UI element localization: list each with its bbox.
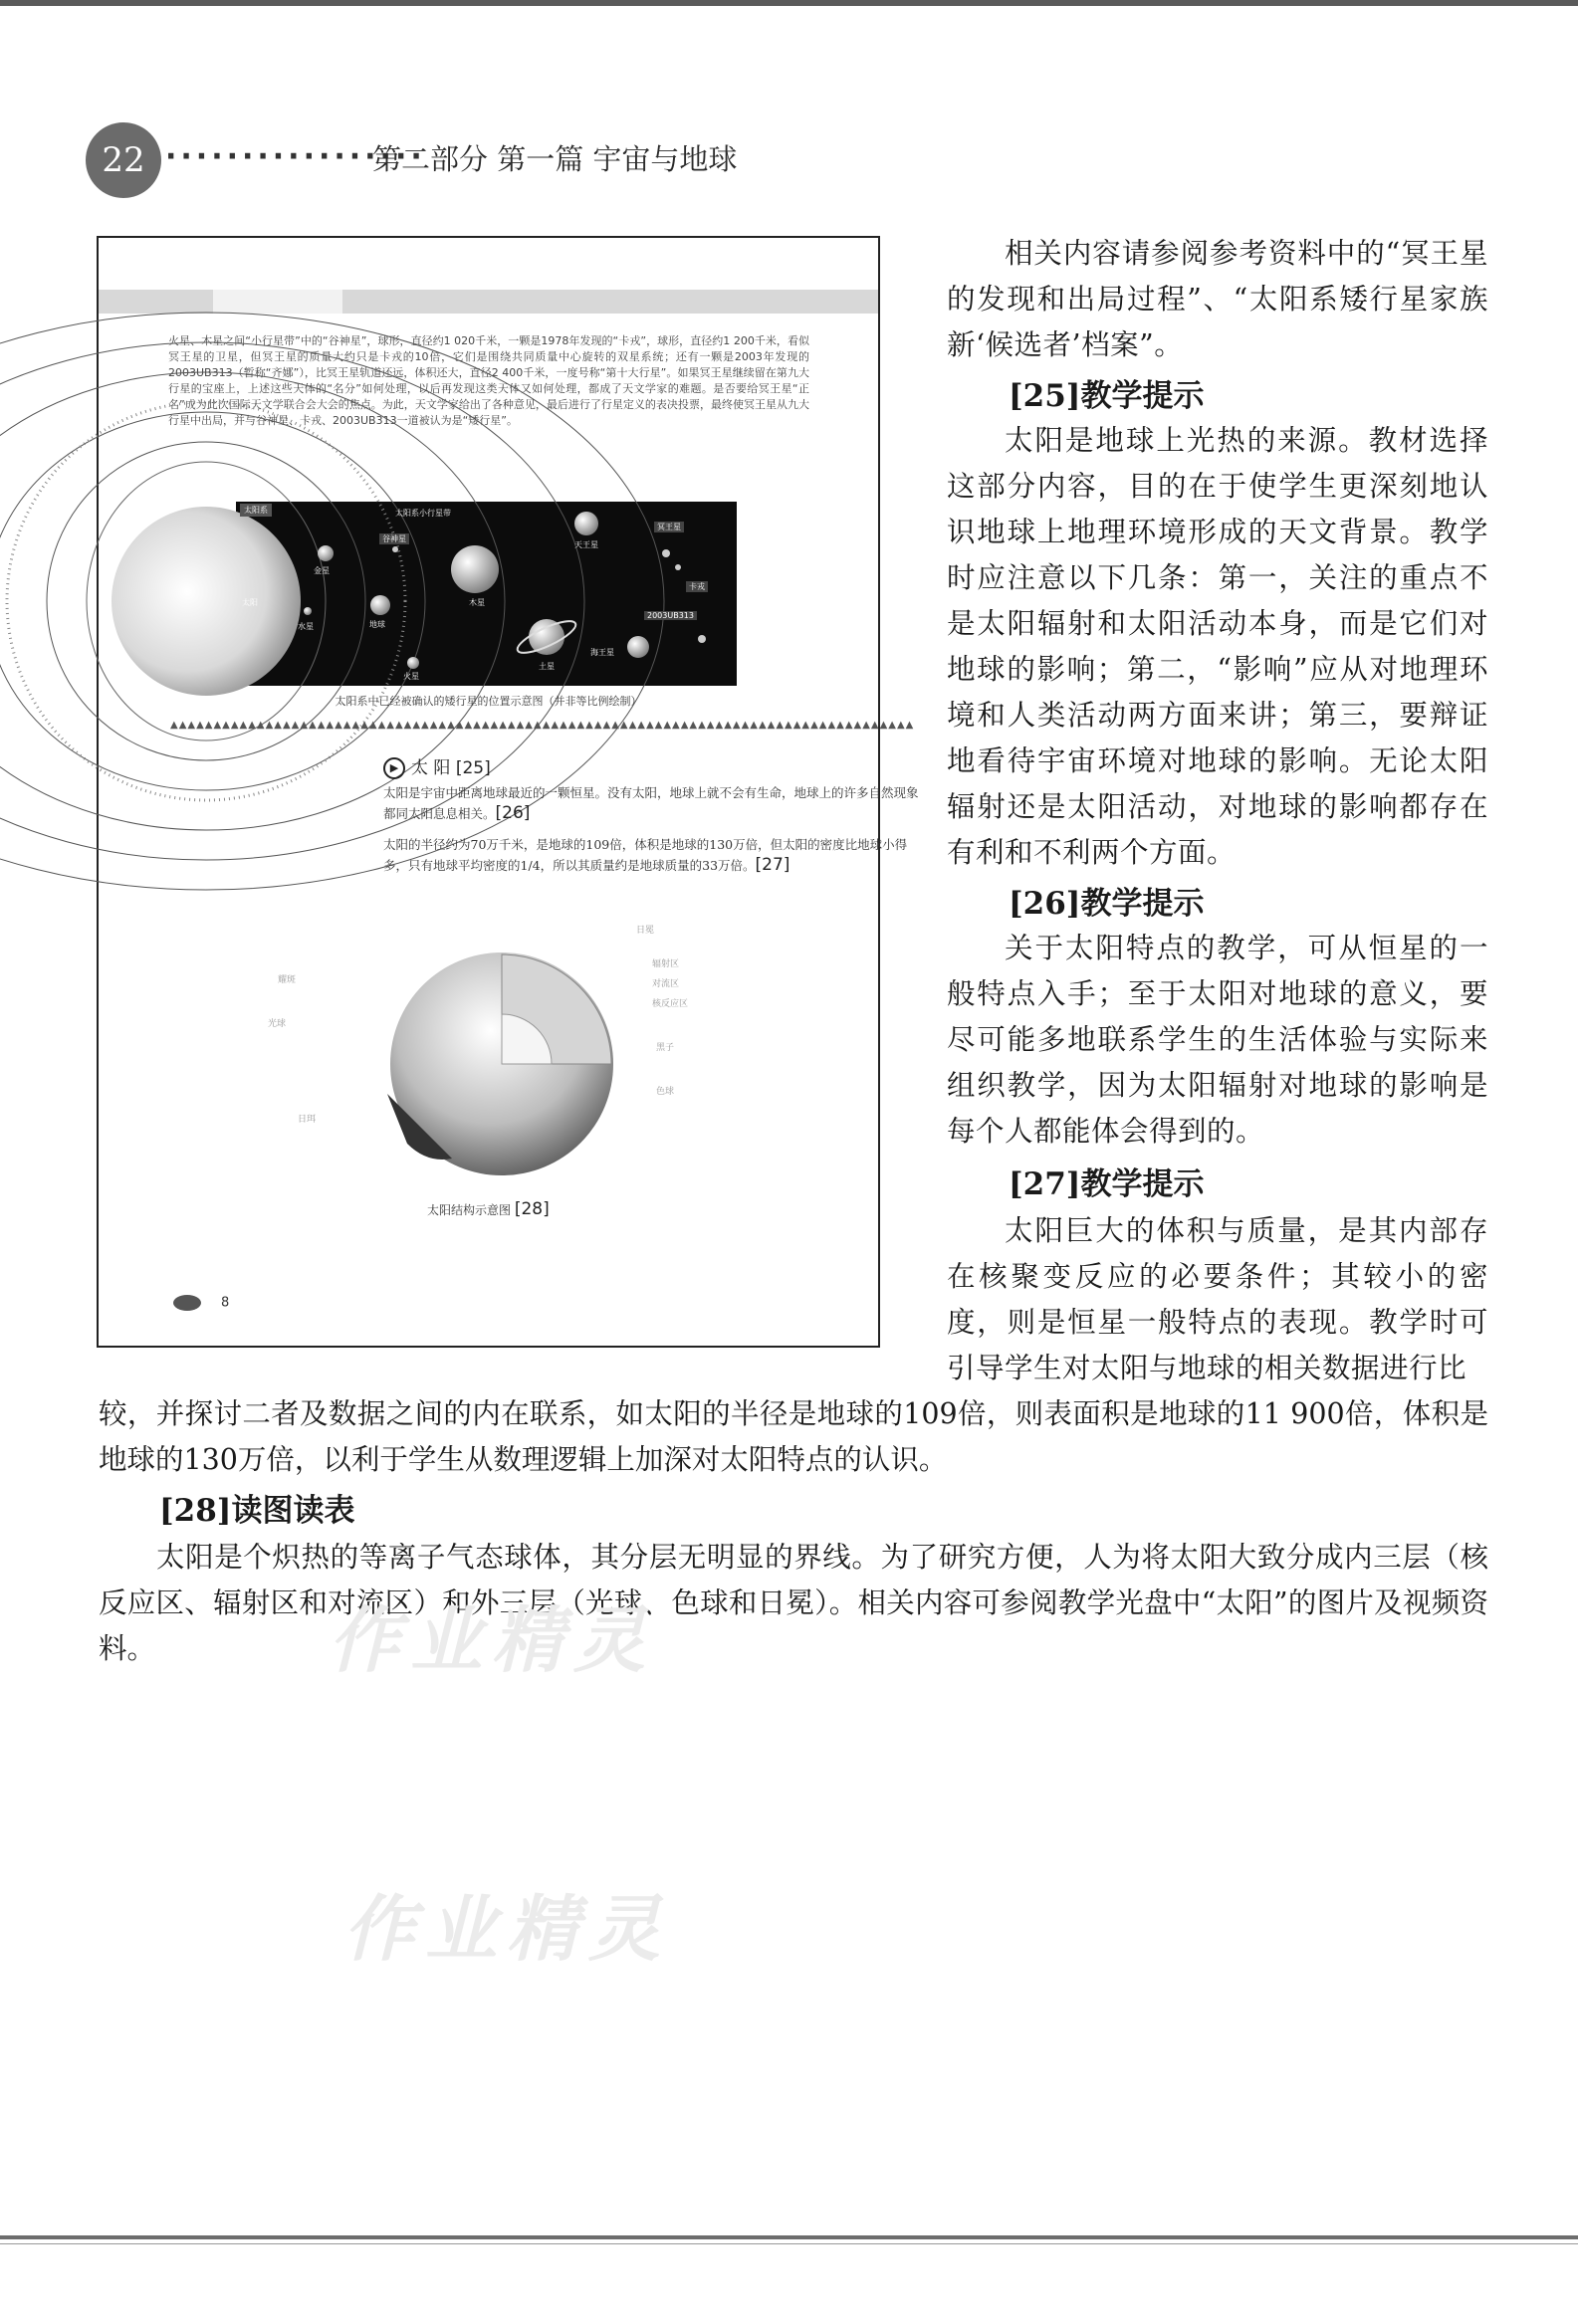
bottom-rule (0, 2235, 1578, 2239)
sphere-label-rad: 辐射区 (652, 959, 680, 969)
sun-p1-text: 太阳是宇宙中距离地球最近的一颗恒星。没有太阳，地球上就不会有生命，地球上的许多自然现象都同太阳息息相关。 (383, 785, 919, 821)
sun-structure-svg (357, 945, 656, 1193)
saturn-shape (529, 619, 564, 655)
paragraph-25-text: 太阳是地球上光热的来源。教材选择这部分内容，目的在于使学生更深刻地认识地球上地理环境形成的天文背景。教学时应注意以下几条：第一，关注的重点不是太阳辐射和太阳活动本身，而是它们对地球的影响；第二，“影响”应从对地理环境和人类活动两方面来讲；第三，要辩证地看待宇宙环境对地球的影响。无论太阳辐射还是太阳活动，对地球的影响都存在有利和不利两个方面。 (947, 424, 1488, 869)
intro-text: 相关内容请参阅参考资料中的“冥王星的发现和出局过程”、“太阳系矮行星家族新‘候选者’档案”。 (947, 237, 1488, 361)
watermark-2: 作业精灵 (343, 1887, 671, 1971)
intro-paragraph (947, 231, 1488, 368)
paragraph-25 (947, 418, 1488, 876)
jupiter-label: 木星 (469, 598, 485, 607)
textbook-page-inset (97, 236, 919, 1348)
inset-paragraph: 火星、木星之间“小行星带”中的“谷神星”，球形，直径约1 020千米，一颗是1978年发现的“卡戎”，球形，直径约1 200千米，看似冥王星的卫星，但冥王星的质量大约只是卡戎的10倍，它们是围绕共同质量中心旋转的双星系统；还有一颗是2003年发现的2003UB313（暂称“齐娜”），比冥王星轨道还远，体积还大，直径2 400千米，一度号称“第十大行星”。如果冥王星继续留在第九大行星的宝座上，上述这些天体的“名分”如何处理，以后再发现这类天体又如何处理，都成了天文学家的难题。是否要给冥王星“正名”成为此次国际天文学联合会大会的焦点。为此，天文学家给出了各种意见，最后进行了行星定义的表决投票，最终使冥王星从九大行星中出局，并与谷神星、卡戎、2003UB313一道被认为是“矮行星”。 (168, 334, 809, 427)
globe-icon (173, 1295, 201, 1311)
venus-shape (318, 545, 334, 561)
paragraph-28-text: 太阳是个炽热的等离子气态球体，其分层无明显的界线。为了研究方便，人为将太阳大致分成内三层（核反应区、辐射区和对流区）和外三层（光球、色球和日冕）。相关内容可参阅教学光盘中“太阳”的图片及视频资料。 (99, 1541, 1488, 1665)
paragraph-27-text: 太阳巨大的体积与质量，是其内部存在核聚变反应的必要条件；其较小的密度，则是恒星一般特点的表现。教学时可引导学生对太阳与地球的相关数据进行比 (947, 1214, 1488, 1384)
heading-25: [25]教学提示 (1009, 378, 1205, 414)
paragraph-27-continued (99, 1391, 1488, 1483)
charon-shape (675, 564, 681, 570)
sun-paragraph-1 (383, 783, 921, 824)
uranus-label: 天王星 (574, 540, 598, 549)
neptune-shape (627, 636, 649, 658)
sun-shape (112, 507, 301, 696)
sun-label: 太阳 (242, 598, 258, 607)
ceres-shape (392, 546, 398, 552)
ref-28-label: [28] (514, 1199, 550, 1219)
ceres-label: 谷神星 (379, 533, 409, 544)
sun-structure-diagram (268, 926, 689, 1193)
sun-structure-caption (427, 1199, 550, 1219)
sphere-caption-text: 太阳结构示意图 (427, 1203, 512, 1217)
jupiter-shape (451, 545, 499, 593)
sun-paragraph-2 (383, 835, 921, 876)
mercury-label: 水星 (298, 622, 314, 631)
neptune-label: 海王星 (590, 648, 614, 657)
ref-27-label: [27] (755, 855, 790, 875)
earth-shape (370, 595, 390, 615)
bottom-rule-thin (0, 2243, 1578, 2244)
sun-section-heading (383, 753, 491, 779)
sphere-label-conv: 对流区 (652, 979, 680, 989)
paragraph-27-cont-text: 较，并探讨二者及数据之间的内在联系，如太阳的半径是地球的109倍，则表面积是地球的11 900倍，体积是地球的130万倍，以利于学生从数理逻辑上加深对太阳特点的认识。 (99, 1397, 1488, 1476)
decorative-divider: ▲▲▲▲▲▲▲▲▲▲▲▲▲▲▲▲▲▲▲▲▲▲▲▲▲▲▲▲▲▲▲▲▲▲▲▲▲▲▲▲▲▲▲▲▲▲▲▲▲▲▲▲▲▲▲▲▲▲▲▲▲▲▲▲▲▲▲▲▲▲▲▲▲▲▲▲▲▲▲▲▲▲▲▲▲▲ (170, 720, 915, 731)
asteroid-belt-label: 太阳系小行星带 (395, 509, 451, 518)
sphere-label-flare: 耀斑 (278, 975, 297, 985)
paragraph-26 (947, 926, 1488, 1155)
inset-page-number: 8 (221, 1295, 230, 1311)
header-dots: ················· (165, 139, 426, 174)
ref-25-label: [25] (455, 758, 491, 778)
top-rule (0, 0, 1578, 6)
saturn-label: 土星 (539, 662, 555, 671)
ub313-label: 2003UB313 (644, 611, 697, 620)
sun-heading-text: 太 阳 (411, 758, 451, 778)
paragraph-28 (99, 1535, 1488, 1672)
mars-shape (407, 657, 419, 669)
sphere-label-photo: 光球 (268, 1019, 287, 1029)
mars-label: 火星 (403, 672, 419, 681)
ref-26-label: [26] (495, 803, 531, 823)
uranus-shape (574, 512, 598, 535)
charon-label: 卡戎 (686, 581, 708, 592)
sphere-label-nuc: 核反应区 (652, 999, 689, 1009)
sun-p2-text: 太阳的半径约为70万千米，是地球的109倍，体积是地球的130万倍，但太阳的密度比地球小得多，只有地球平均密度的1/4，所以其质量约是地球质量的33万倍。 (383, 837, 908, 873)
solar-box-label: 太阳系 (240, 504, 272, 517)
play-icon: ▶ (383, 757, 405, 779)
pluto-label: 冥王星 (654, 522, 684, 532)
pluto-shape (662, 549, 670, 557)
sphere-label-promi: 日珥 (298, 1115, 317, 1125)
watermark-1: 作业精灵 (329, 1598, 656, 1682)
solar-system-diagram (236, 502, 737, 686)
inset-header-band-highlight (213, 290, 342, 314)
sphere-label-core: 日冕 (636, 926, 655, 936)
ub313-shape (698, 635, 706, 643)
sphere-label-spot: 黑子 (656, 1043, 675, 1053)
header-title: 第二部分 第一篇 宇宙与地球 (372, 142, 738, 176)
mercury-shape (304, 607, 312, 615)
sphere-label-chromo: 色球 (656, 1087, 675, 1097)
heading-28: [28]读图读表 (159, 1493, 355, 1529)
page-number-badge: 22 (86, 122, 161, 198)
solar-caption: 太阳系中已经被确认的矮行星的位置示意图（并非等比例绘制） (335, 695, 642, 708)
paragraph-27 (947, 1208, 1488, 1391)
paragraph-26-text: 关于太阳特点的教学，可从恒星的一般特点入手；至于太阳对地球的意义，要尽可能多地联系学生的生活体验与实际来组织教学，因为太阳辐射对地球的影响是每个人都能体会得到的。 (947, 932, 1488, 1148)
earth-label: 地球 (369, 620, 385, 629)
heading-26: [26]教学提示 (1009, 886, 1205, 922)
venus-label: 金星 (314, 566, 330, 575)
inset-footer (173, 1295, 229, 1311)
heading-27: [27]教学提示 (1009, 1166, 1205, 1202)
